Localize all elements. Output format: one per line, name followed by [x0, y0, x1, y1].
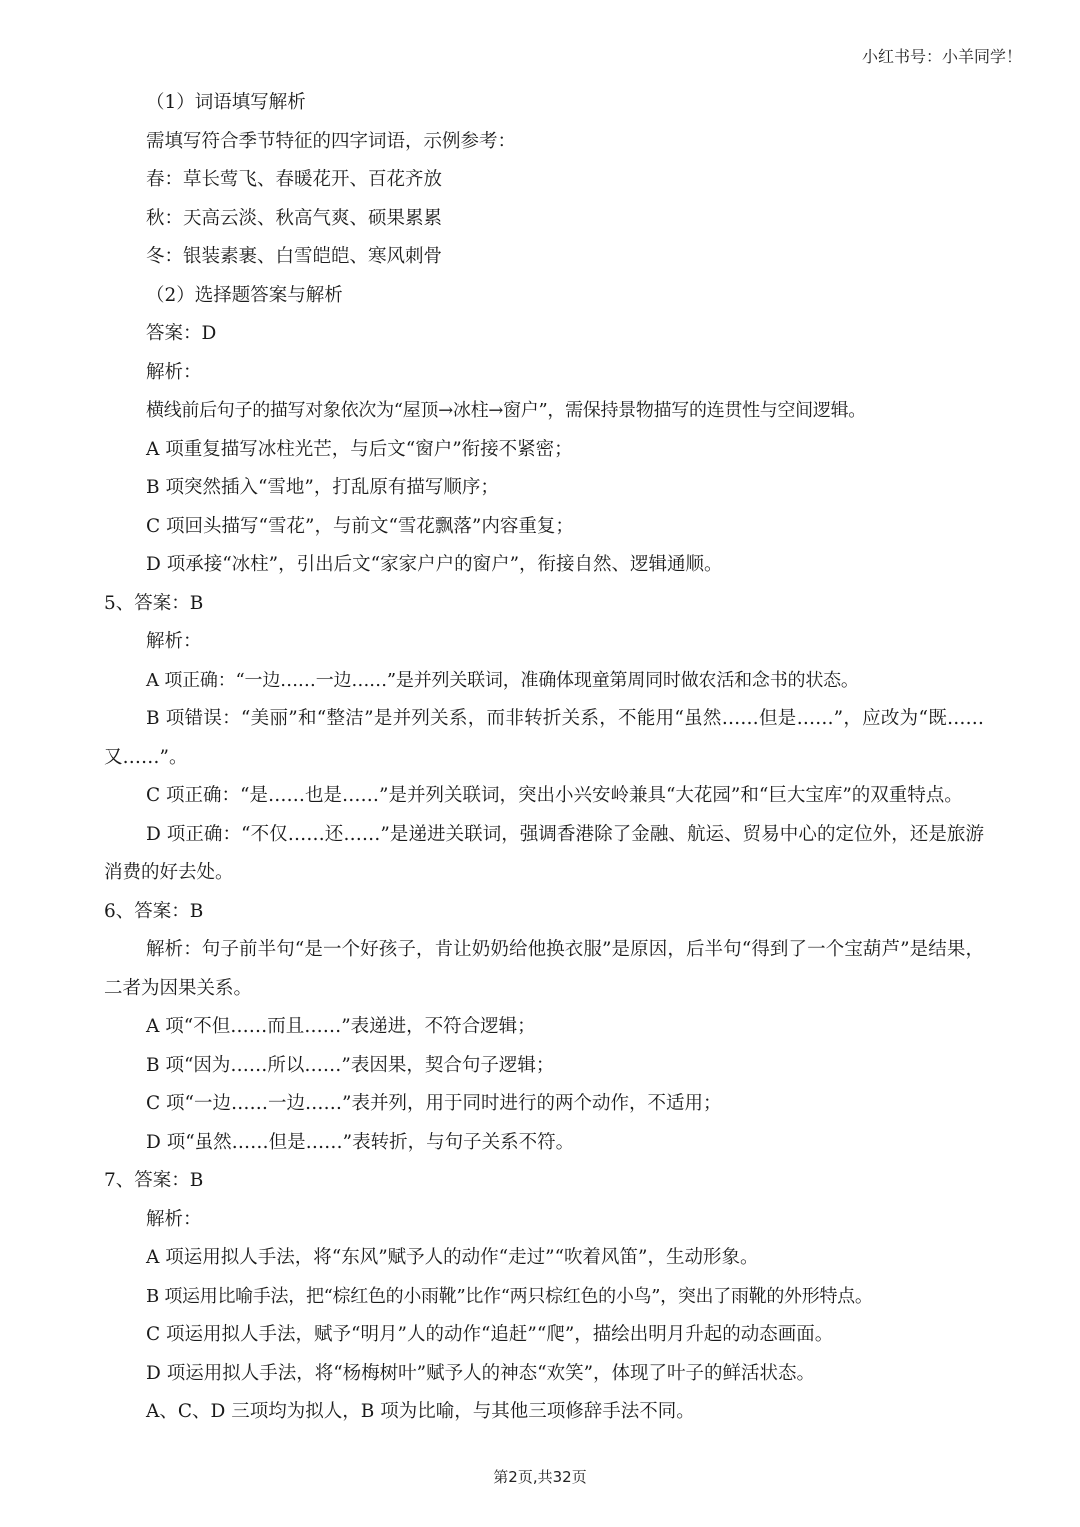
text-line: C 项运用拟人手法，赋予“明月”人的动作“追赶”“爬”，描绘出明月升起的动态画面。 [146, 1324, 834, 1345]
answer-line: 答案：D [146, 323, 217, 344]
text-paragraph: 解析：句子前半句“是一个好孩子，肯让奶奶给他换衣服”是原因，后半句“得到了一个宝葫芦”是结果，二者为因果关系。 [104, 939, 984, 999]
text-line: A、C、D 三项均为拟人，B 项为比喻，与其他三项修辞手法不同。 [146, 1401, 695, 1422]
text-paragraph: C 项正确：“是……也是……”是并列关联词，突出小兴安岭兼具“大花园”和“巨大宝库”的双重特点。 [146, 785, 963, 806]
text-line: 解析： [146, 631, 202, 652]
text-line: 需填写符合季节特征的四字词语，示例参考： [146, 130, 517, 152]
text-line: A 项正确：“一边……一边……”是并列关联词，准确体现童第周同时做农活和念书的状态。 [146, 669, 859, 691]
text-line: D 项承接“冰柱”，引出后文“家家户户的窗户”，衔接自然、逻辑通顺。 [146, 554, 723, 575]
text-line: B 项突然插入“雪地”，打乱原有描写顺序； [146, 477, 499, 498]
text-line: D 项运用拟人手法，将“杨梅树叶”赋予人的神态“欢笑”，体现了叶子的鲜活状态。 [146, 1362, 816, 1384]
text-paragraph: B 项错误：“美丽”和“整洁”是并列关系，而非转折关系，不能用“虽然……但是……”，应改为“既……又……”。 [104, 708, 984, 768]
page-footer: 第2页,共32页 [493, 1468, 587, 1486]
text-line: B 项“因为……所以……”表因果，契合句子逻辑； [146, 1054, 555, 1076]
section-heading: （1）词语填写解析 [146, 92, 306, 113]
text-line: A 项运用拟人手法，将“东风”赋予人的动作“走过”“吹着风笛”，生动形象。 [146, 1247, 759, 1268]
text-line: A 项“不但……而且……”表递进，不符合逻辑； [146, 1016, 536, 1037]
text-line: 冬：银装素裹、白雪皑皑、寒风刺骨 [146, 246, 443, 267]
text-line: C 项“一边……一边……”表并列，用于同时进行的两个动作，不适用； [146, 1093, 722, 1114]
document-body [104, 84, 984, 1432]
text-line: 解析： [146, 361, 202, 383]
text-line: 横线前后句子的描写对象依次为“屋顶→冰柱→窗户”，需保持景物描写的连贯性与空间逻辑。 [146, 400, 866, 421]
text-line: D 项“虽然……但是……”表转折，与句子关系不符。 [146, 1131, 575, 1153]
text-line: 秋：天高云淡、秋高气爽、硕果累累 [146, 207, 443, 229]
text-line: 春：草长莺飞、春暖花开、百花齐放 [146, 169, 443, 190]
text-line: B 项运用比喻手法，把“棕红色的小雨靴”比作“两只棕红色的小鸟”，突出了雨靴的外形特点。 [146, 1285, 873, 1307]
answer-line: 7、答案：B [104, 1170, 204, 1191]
answer-line: 5、答案：B [104, 592, 204, 614]
section-heading: （2）选择题答案与解析 [146, 284, 343, 306]
text-line: 解析： [146, 1208, 202, 1230]
text-paragraph: D 项正确：“不仅……还……”是递进关联词，强调香港除了金融、航运、贸易中心的定位外，还是旅游消费的好去处。 [104, 823, 984, 883]
answer-line: 6、答案：B [104, 900, 204, 922]
text-line: A 项重复描写冰柱光芒，与后文“窗户”衔接不紧密； [146, 438, 573, 460]
text-line: C 项回头描写“雪花”，与前文“雪花飘落”内容重复； [146, 515, 574, 537]
page-header: 小红书号：小羊同学！ [861, 47, 1022, 66]
